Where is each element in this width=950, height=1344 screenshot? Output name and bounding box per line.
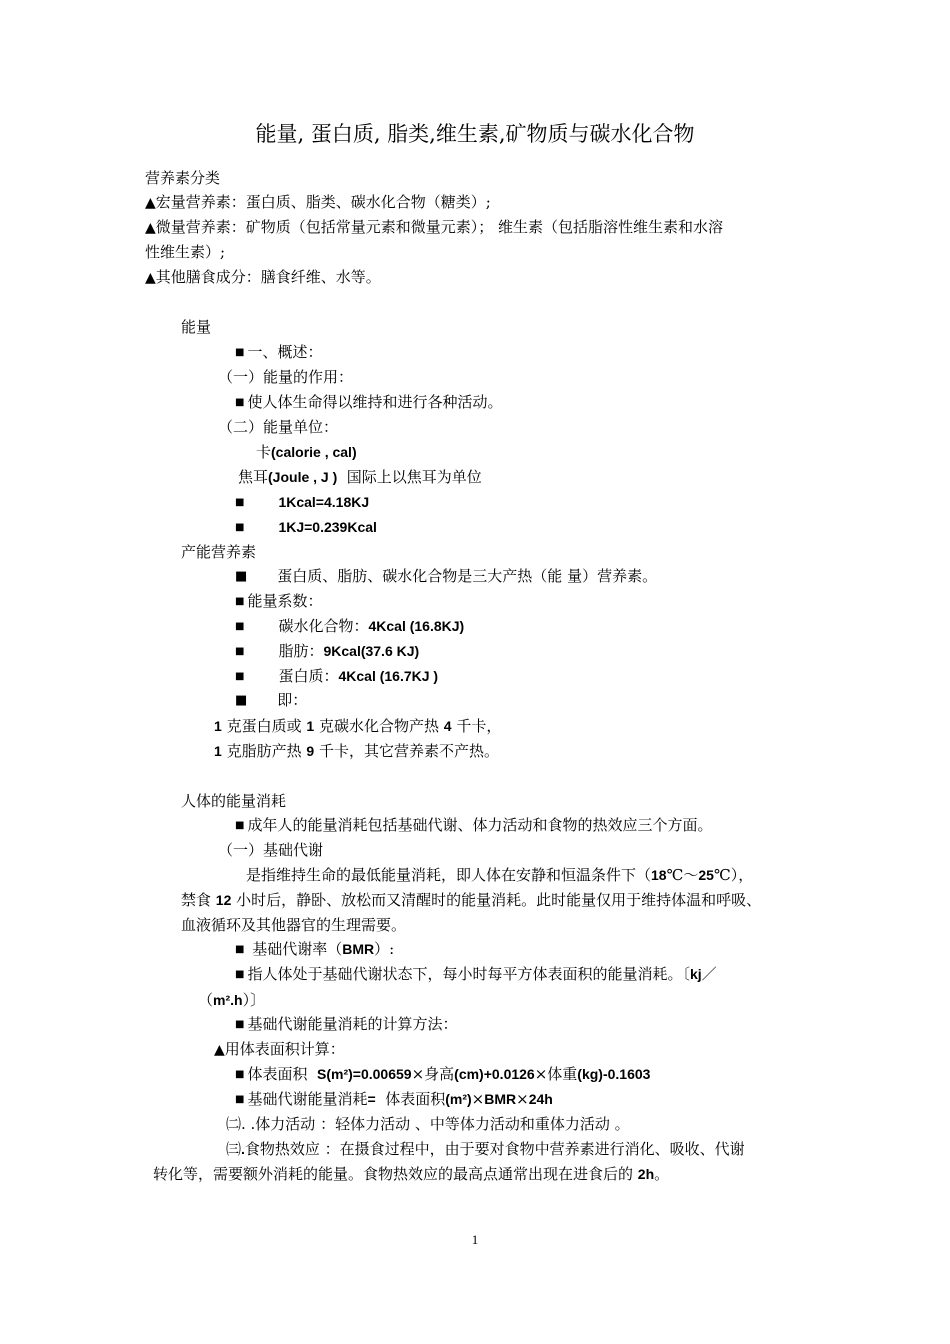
classification-other: ▲其他膳食成分：膳食纤维、水等。	[145, 268, 381, 286]
triangle-icon: ▲	[145, 195, 156, 211]
square-bullet-icon: ■	[235, 646, 245, 657]
energy-role-heading: （一）能量的作用：	[218, 368, 354, 386]
square-bullet-icon: ■	[235, 522, 245, 533]
calc-heading: ■ 基础代谢能量消耗的计算方法：	[235, 1015, 458, 1033]
energy-heading: 能量	[181, 318, 212, 336]
square-bullet-icon: ■	[235, 347, 245, 358]
square-bullet-icon: ■	[235, 693, 248, 708]
square-bullet-icon: ■	[235, 1019, 245, 1030]
producing-ie: ■ 即：	[235, 691, 308, 709]
bmc-formula: ■ 基础代谢能量消耗= 体表面积(m²)×BMR×24h	[235, 1090, 553, 1108]
thermic-effect-cont: 转化等，需要额外消耗的能量。食物热效应的最高点通常出现在进食后的 2h。	[153, 1165, 670, 1183]
triangle-icon: ▲	[214, 1042, 225, 1058]
square-bullet-icon: ■	[235, 397, 245, 408]
producing-three: ■ 蛋白质、脂肪、碳水化合物是三大产热（能 量）营养素。	[235, 567, 658, 585]
bm-paragraph-1: 是指维持生命的最低能量消耗，即人体在安静和恒温条件下（18℃～25℃），	[246, 866, 754, 884]
producing-carb: ■ 碳水化合物：4Kcal (16.8KJ)	[235, 617, 465, 635]
producing-heading: 产能营养素	[181, 543, 257, 561]
producing-protein: ■ 蛋白质：4Kcal (16.7KJ )	[235, 667, 439, 685]
energy-conversion-2: ■ 1KJ=0.239Kcal	[235, 519, 377, 535]
square-bullet-icon: ■	[235, 497, 245, 508]
square-bullet-icon: ■	[235, 944, 245, 955]
bm-heading: （一）基础代谢	[218, 841, 324, 859]
page-number: 1	[471, 1232, 479, 1247]
energy-unit-heading: （二）能量单位：	[218, 418, 339, 436]
square-bullet-icon: ■	[235, 1094, 245, 1105]
energy-overview: ■ 一、概述：	[235, 343, 323, 361]
bm-paragraph-2: 禁食 12 小时后，静卧、放松而又清醒时的能量消耗。此时能量仅用于维持体温和呼吸、	[181, 891, 762, 909]
square-bullet-icon: ■	[235, 820, 245, 831]
square-bullet-icon: ■	[235, 969, 245, 980]
triangle-icon: ▲	[145, 270, 156, 286]
energy-role-text: ■ 使人体生命得以维持和进行各种活动。	[235, 393, 503, 411]
classification-micro-cont: 性维生素）;	[145, 243, 226, 261]
document-title: 能量, 蛋白质, 脂类,维生素,矿物质与碳水化合物	[255, 122, 695, 146]
consumption-intro: ■ 成年人的能量消耗包括基础代谢、体力活动和食物的热效应三个方面。	[235, 816, 713, 834]
consumption-heading: 人体的能量消耗	[181, 792, 287, 810]
bmr-heading: ■ 基础代谢率（BMR）:	[235, 940, 395, 958]
energy-unit-calorie: 卡(calorie , cal)	[256, 443, 357, 461]
producing-coef-heading: ■ 能量系数：	[235, 592, 323, 610]
bm-paragraph-3: 血液循环及其他器官的生理需要。	[181, 916, 407, 934]
triangle-icon: ▲	[145, 220, 156, 236]
energy-unit-joule: 焦耳(Joule , J ) 国际上以焦耳为单位	[238, 468, 482, 486]
square-bullet-icon: ■	[235, 596, 245, 607]
energy-conversion-1: ■ 1Kcal=4.18KJ	[235, 494, 370, 510]
bmr-definition: ■ 指人体处于基础代谢状态下，每小时每平方体表面积的能量消耗。〔kj／	[235, 965, 717, 983]
physical-activity: ㈡. .体力活动 ：轻体力活动 、中等体力活动和重体力活动 。	[226, 1115, 630, 1133]
area-heading: ▲用体表面积计算：	[214, 1040, 345, 1058]
thermic-effect: ㈢.食物热效应 ：在摄食过程中，由于要对食物中营养素进行消化、吸收、代谢	[226, 1140, 745, 1158]
classification-micro: ▲微量营养素：矿物质（包括常量元素和微量元素）； 维生素（包括脂溶性维生素和水溶	[145, 218, 724, 236]
producing-summary-2: 1 克脂肪产热 9 千卡，其它营养素不产热。	[214, 742, 499, 760]
bmr-definition-cont: （m².h）〕	[198, 991, 266, 1009]
classification-heading: 营养素分类	[145, 169, 221, 187]
producing-summary-1: 1 克蛋白质或 1 克碳水化合物产热 4 千卡，	[214, 717, 502, 735]
square-bullet-icon: ■	[235, 569, 248, 584]
producing-fat: ■ 脂肪：9Kcal(37.6 KJ)	[235, 642, 420, 660]
classification-macro: ▲宏量营养素：蛋白质、脂类、碳水化合物（糖类）;	[145, 193, 491, 211]
square-bullet-icon: ■	[235, 621, 245, 632]
square-bullet-icon: ■	[235, 671, 245, 682]
area-formula: ■ 体表面积 S(m²)=0.00659×身高(cm)+0.0126×体重(kg)-0.1603	[235, 1065, 651, 1083]
square-bullet-icon: ■	[235, 1069, 245, 1080]
